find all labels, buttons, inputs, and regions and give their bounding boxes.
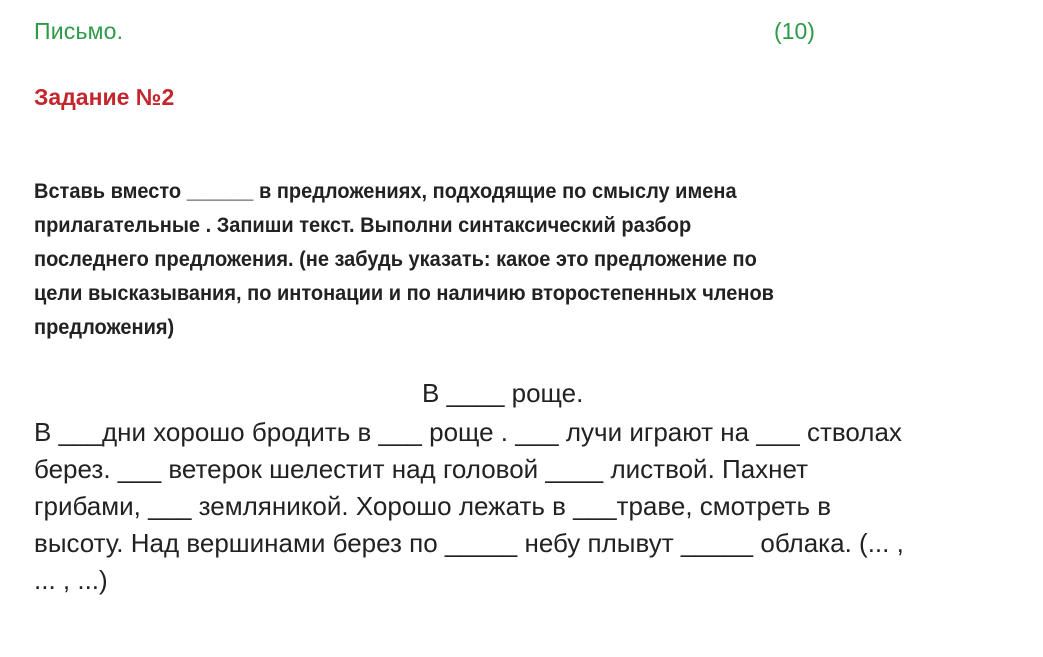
instruction-line: Вставь вместо ______ в предложениях, подходящие по смыслу имена <box>34 179 737 203</box>
instruction-line: цели высказывания, по интонации и по наличию второстепенных членов <box>34 281 774 305</box>
instruction-line: прилагательные . Запиши текст. Выполни синтаксический разбор <box>34 213 692 237</box>
task-title: Задание №2 <box>34 84 175 110</box>
exercise-line: высоту. Над вершинами берез по _____ небу плывут _____ облака. (... , <box>34 528 904 558</box>
exercise-title: В ____ роще. <box>422 378 584 408</box>
exercise-text <box>34 414 1014 599</box>
score-label: (10) <box>774 18 815 44</box>
section-title: Письмо. <box>34 18 124 44</box>
exercise-line: берез. ___ ветерок шелестит над головой ____ листвой. Пахнет <box>34 454 809 484</box>
exercise-line: грибами, ___ земляникой. Хорошо лежать в ___траве, смотреть в <box>34 491 832 521</box>
instruction-line: предложения) <box>34 315 175 339</box>
exercise-line: В ___дни хорошо бродить в ___ роще . ___ лучи играют на ___ стволах <box>34 417 902 447</box>
exercise-line: ... , ...) <box>34 565 108 595</box>
task-instruction <box>34 174 871 344</box>
instruction-line: последнего предложения. (не забудь указать: какое это предложение по <box>34 247 757 271</box>
